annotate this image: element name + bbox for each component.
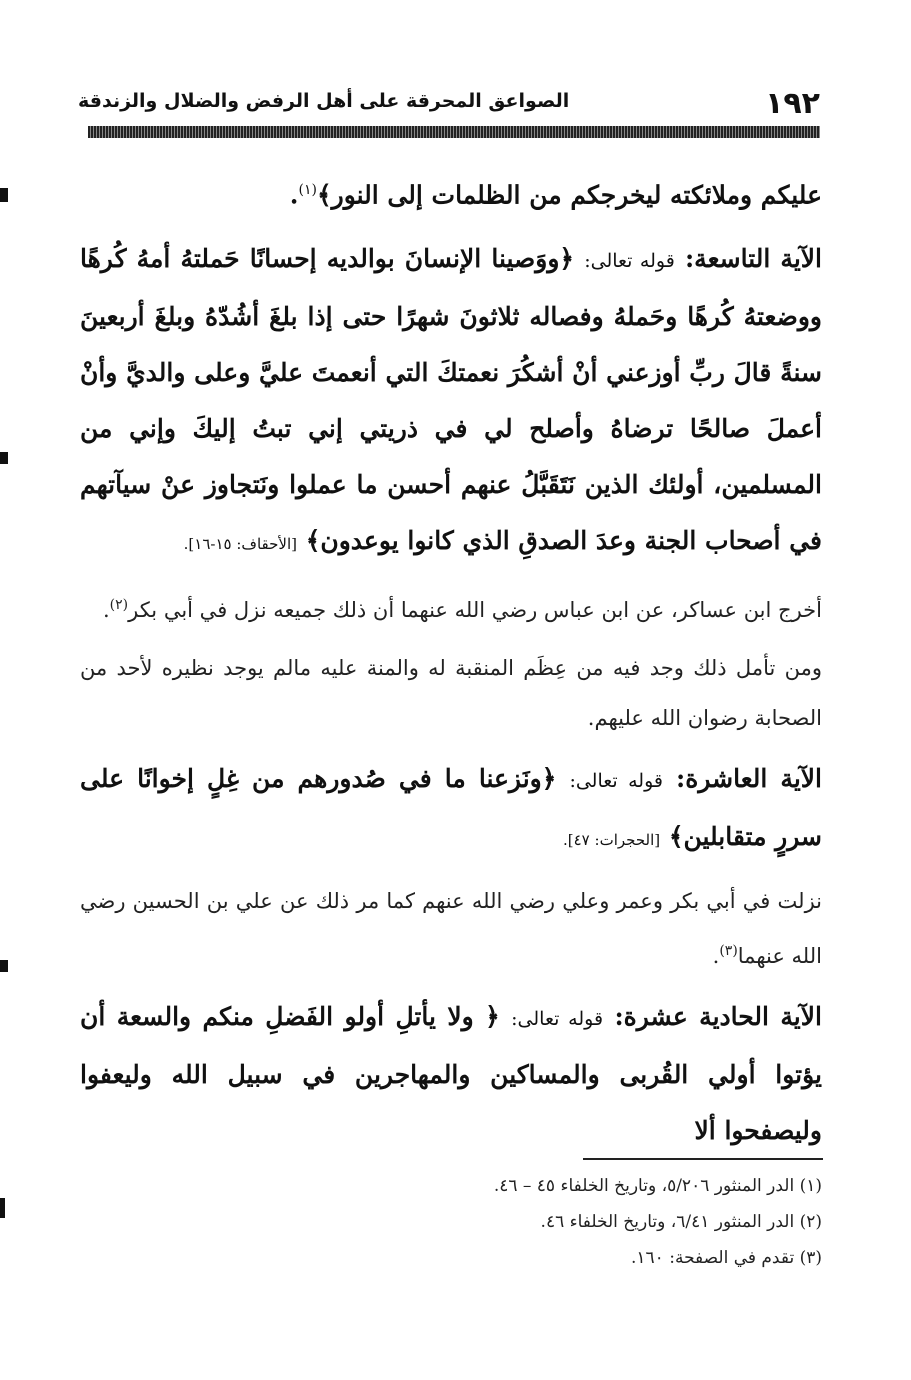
quran-text: ﴿ ولا يأتلِ أولو الفَضلِ منكم والسعة أن يؤتوا أولي القُربى والمساكين والمهاجرين في سبيل الله وليعفوا وليصفحوا ألا [80, 1002, 822, 1146]
footnote-marker: (١) [298, 182, 317, 198]
running-header [78, 82, 820, 128]
body-text: أخرج ابن عساكر، عن ابن عباس رضي الله عنهما أن ذلك جميعه نزل في أبي بكر [128, 598, 822, 623]
punctuation: . [712, 944, 720, 969]
paragraph-verse-ten [80, 751, 822, 868]
footnote-marker: (٣) [719, 943, 738, 960]
verse-intro: قوله تعالى: [569, 770, 663, 793]
book-title: الصواعق المحرقة على أهل الرفض والضلال والزندقة [78, 90, 570, 112]
paragraph-revelation [80, 876, 822, 981]
footnotes [80, 1168, 822, 1276]
page-number: ١٩٢ [765, 86, 820, 121]
section-heading: الآية الحادية عشرة: [614, 1002, 822, 1032]
main-text [80, 162, 822, 1159]
scan-edge-mark [0, 188, 8, 202]
paragraph-verse-nine [80, 231, 822, 572]
body-text: نزلت في أبي بكر وعمر وعلي رضي الله عنهم كما مر ذلك عن علي بن الحسين رضي الله عنهما [80, 889, 822, 969]
body-text: ومن تأمل ذلك وجد فيه من عِظَم المنقبة له والمنة عليه مالم يوجد نظيره لأحد من الصحابة رضوان الله عليهم. [80, 656, 822, 731]
footnote-marker: (٢) [109, 597, 129, 614]
scan-edge-mark [0, 960, 8, 972]
verse-intro: قوله تعالى: [584, 250, 675, 273]
scan-edge-mark [0, 1198, 5, 1218]
surah-reference: [الأحقاف: ١٥-١٦]. [183, 535, 297, 554]
paragraph-commentary [80, 643, 822, 743]
quran-text: عليكم وملائكته ليخرجكم من الظلمات إلى النور﴾ [316, 180, 822, 210]
punctuation: . [289, 180, 299, 210]
footnote: (٣) تقدم في الصفحة: ١٦٠. [631, 1248, 822, 1268]
paragraph-verse-eleven [80, 989, 822, 1159]
section-heading: الآية العاشرة: [676, 764, 822, 794]
quran-text: ﴿ووَصينا الإنسانَ بوالديه إحسانًا حَملتهُ أمهُ كُرهًا ووضعتهُ كُرهًا وحَملهُ وفصاله ثلاثونَ شهرًا حتى إذا بلغَ أشُدّهُ وبلغَ أربعينَ سنةً قالَ ربِّ أوزعني أنْ أشكُرَ نعمتكَ التي أنعمتَ عليَّ وعلى والديَّ وأنْ أعملَ صالحًا ترضاهُ وأصلح لي في ذريتي إني تبتُ إليكَ وإني من المسلمين، أولئك الذين نَتَقَبَّلُ عنهم أحسن ما عملوا ونَتجاوز عنْ سيآتهم في أصحاب الجنة وعدَ الصدقِ الذي كانوا يوعدون﴾ [80, 244, 822, 556]
header-rule [88, 126, 820, 138]
paragraph-narration [80, 580, 822, 635]
paragraph-verse-continuation [80, 162, 822, 223]
scan-edge-mark [0, 452, 8, 464]
section-heading: الآية التاسعة: [684, 244, 822, 274]
footnote: (٢) الدر المنثور ٦/٤١، وتاريخ الخلفاء ٤٦. [540, 1212, 822, 1232]
verse-intro: قوله تعالى: [511, 1008, 604, 1031]
punctuation: . [102, 598, 110, 623]
footnote-rule [583, 1158, 823, 1160]
quran-text: ﴿ونَزعنا ما في صُدورهم من غِلٍ إخوانًا على سررٍ متقابلين﴾ [80, 764, 822, 852]
footnote: (١) الدر المنثور ٥/٢٠٦، وتاريخ الخلفاء ٤٥ – ٤٦. [493, 1176, 822, 1196]
surah-reference: [الحجرات: ٤٧]. [563, 831, 661, 850]
